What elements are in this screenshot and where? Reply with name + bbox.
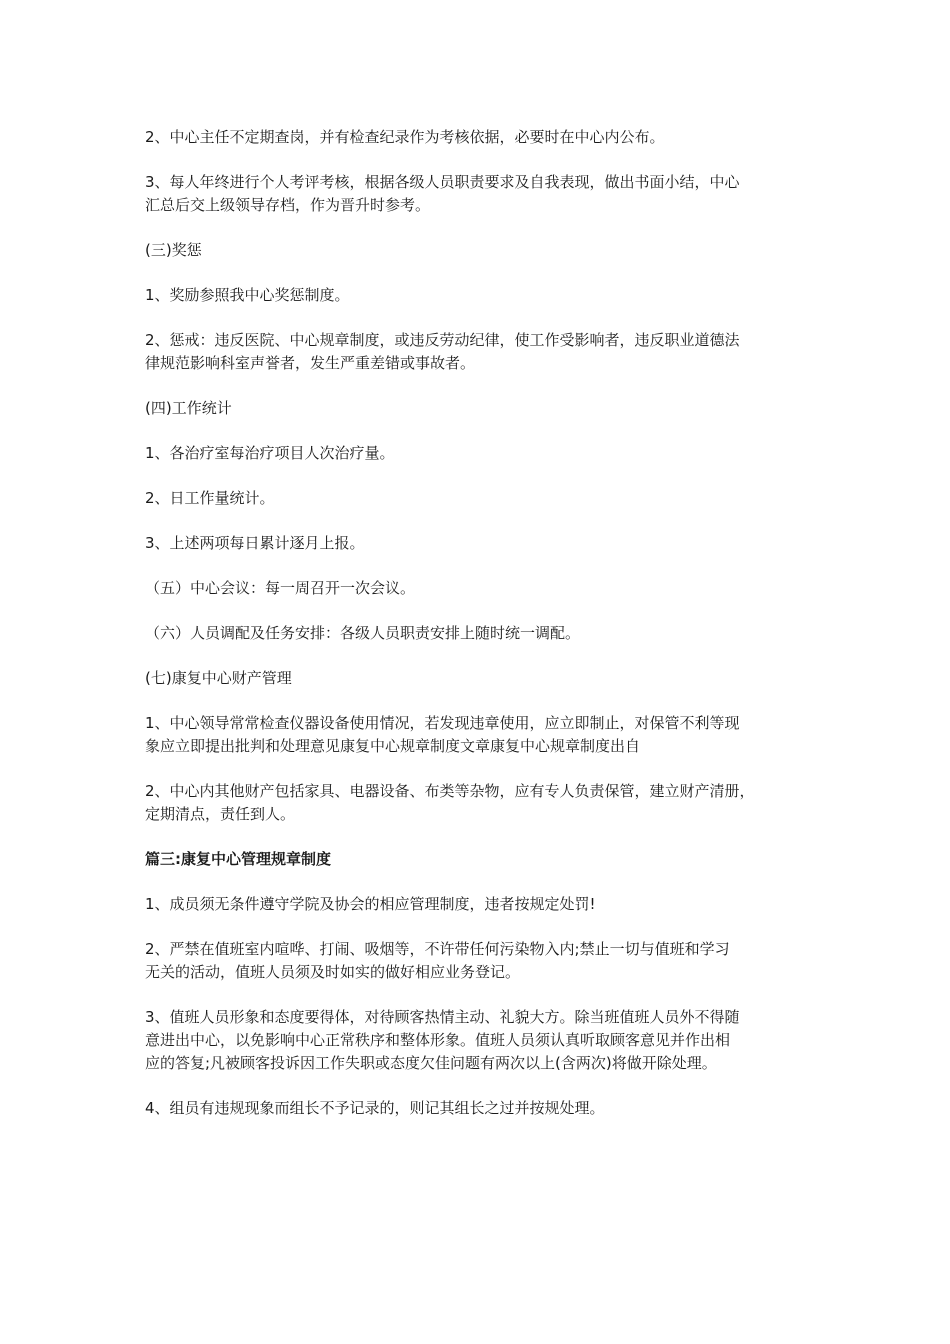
- paragraph: （六）人员调配及任务安排：各级人员职责安排上随时统一调配。: [145, 624, 581, 642]
- paragraph: 1、成员须无条件遵守学院及协会的相应管理制度，违者按规定处罚!: [145, 895, 596, 913]
- paragraph: 2、日工作量统计。: [145, 489, 275, 507]
- section-heading: (七)康复中心财产管理: [145, 669, 292, 687]
- paragraph: 2、中心内其他财产包括家具、电器设备、布类等杂物，应有专人负责保管，建立财产清册， 定期清点，责任到人。: [145, 782, 755, 823]
- paragraph: 2、严禁在值班室内喧哗、打闹、吸烟等，不许带任何污染物入内;禁止一切与值班和学习 无关的活动，值班人员须及时如实的做好相应业务登记。: [145, 940, 730, 981]
- chapter-title: 篇三:康复中心管理规章制度: [145, 850, 331, 868]
- paragraph: 2、惩戒：违反医院、中心规章制度，或违反劳动纪律，使工作受影响者，违反职业道德法 律规范影响科室声誉者，发生严重差错或事故者。: [145, 331, 740, 372]
- paragraph: 3、每人年终进行个人考评考核，根据各级人员职责要求及自我表现，做出书面小结，中心 汇总后交上级领导存档，作为晋升时参考。: [145, 173, 740, 214]
- paragraph: 1、中心领导常常检查仪器设备使用情况，若发现违章使用，应立即制止，对保管不利等现 象应立即提出批判和处理意见康复中心规章制度文章康复中心规章制度出自: [145, 714, 740, 755]
- paragraph: （五）中心会议：每一周召开一次会议。: [145, 579, 416, 597]
- paragraph: 4、组员有违规现象而组长不予记录的，则记其组长之过并按规处理。: [145, 1099, 605, 1117]
- section-heading: (四)工作统计: [145, 399, 232, 417]
- paragraph: 3、上述两项每日累计逐月上报。: [145, 534, 365, 552]
- paragraph: 3、值班人员形象和态度要得体，对待顾客热情主动、礼貌大方。除当班值班人员外不得随 意进出中心，以免影响中心正常秩序和整体形象。值班人员须认真听取顾客意见并作出相 应的答复;凡被顾客投诉因工作失职或态度欠佳问题有两次以上(含两次)将做开除处理。: [145, 1008, 740, 1072]
- paragraph: 1、各治疗室每治疗项目人次治疗量。: [145, 444, 395, 462]
- section-heading: (三)奖惩: [145, 241, 202, 259]
- paragraph: 2、中心主任不定期查岗，并有检查纪录作为考核依据，必要时在中心内公布。: [145, 128, 665, 146]
- paragraph: 1、奖励参照我中心奖惩制度。: [145, 286, 350, 304]
- document-body: [145, 126, 820, 1142]
